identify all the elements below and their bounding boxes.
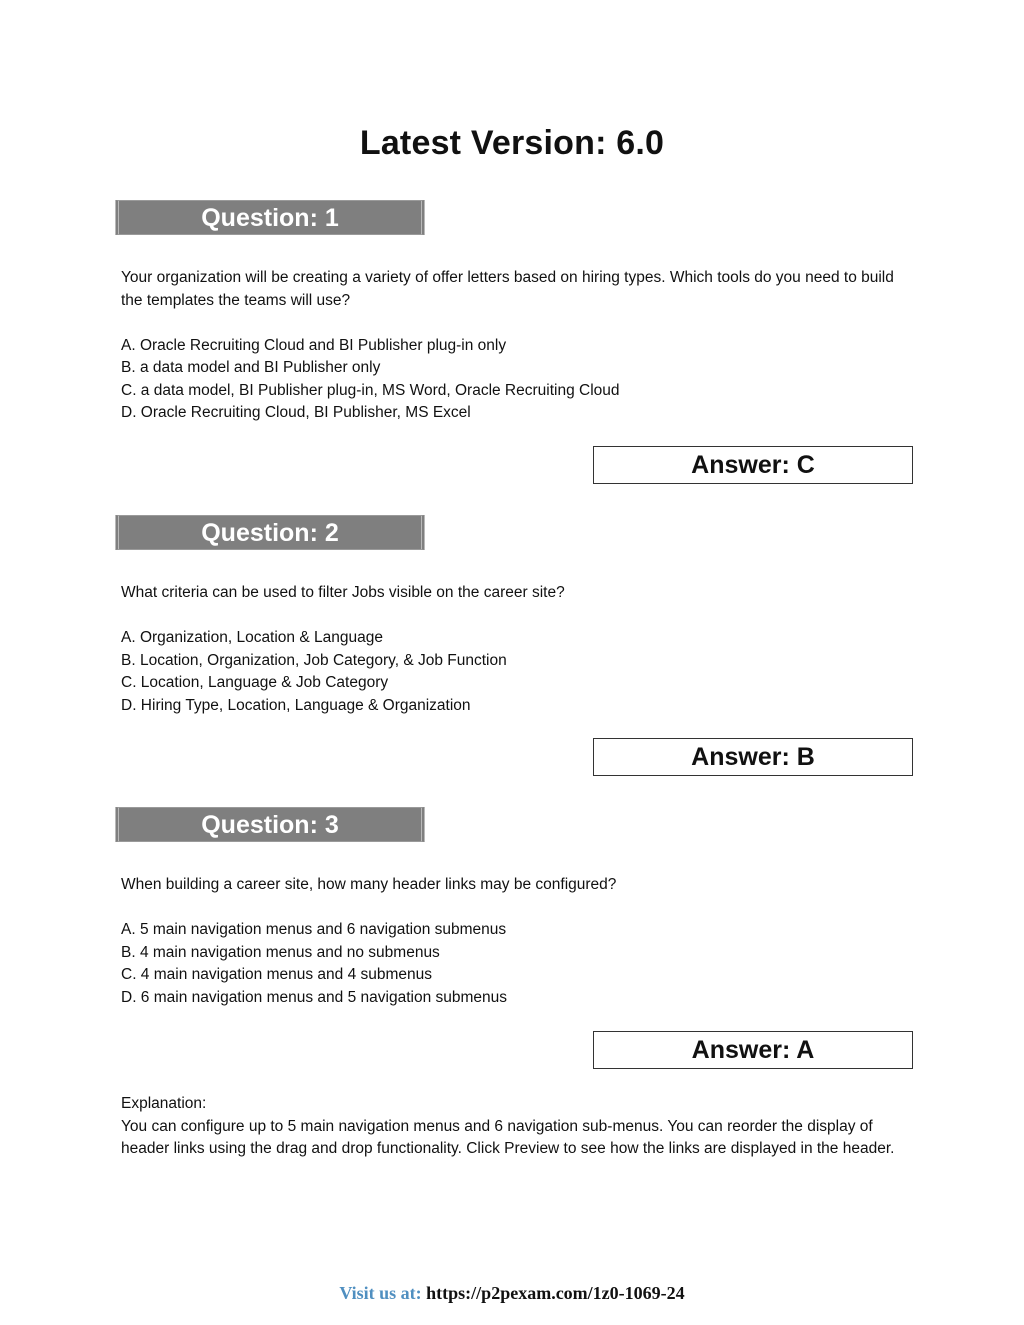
question-2-option-c: C. Location, Language & Job Category	[121, 674, 389, 691]
question-3-option-a: A. 5 main navigation menus and 6 navigation submenus	[121, 921, 507, 938]
question-2-option-d: D. Hiring Type, Location, Language & Organization	[121, 696, 471, 714]
question-1-answer-box	[593, 446, 913, 484]
question-2-body	[121, 582, 911, 717]
question-2-answer-box	[593, 738, 913, 776]
question-3-explanation	[121, 1093, 911, 1161]
question-3-option-d: D. 6 main navigation menus and 5 navigation submenus	[121, 988, 508, 1006]
question-1-header	[115, 200, 425, 235]
question-3-answer: Answer: A	[691, 1036, 815, 1064]
question-3-option-b: B. 4 main navigation menus and no submenus	[121, 943, 440, 961]
question-2-header	[115, 515, 425, 550]
question-2-answer: Answer: B	[691, 743, 815, 771]
question-2-option-b: B. Location, Organization, Job Category, & Job Function	[121, 651, 507, 669]
question-1-header-label: Question: 1	[201, 204, 339, 232]
question-2-option-a: A. Organization, Location & Language	[121, 629, 383, 646]
question-2-stem: What criteria can be used to filter Jobs visible on the career site?	[121, 584, 565, 601]
footer-url-link[interactable]: https://p2pexam.com/1z0-1069-24	[426, 1283, 685, 1303]
question-1-option-b: B. a data model and BI Publisher only	[121, 359, 381, 376]
question-3-stem: When building a career site, how many header links may be configured?	[121, 876, 617, 893]
page-title: Latest Version: 6.0	[359, 124, 665, 162]
question-3-answer-box	[593, 1031, 913, 1069]
footer	[0, 1283, 1024, 1304]
question-1-option-d: D. Oracle Recruiting Cloud, BI Publisher, MS Excel	[121, 404, 471, 421]
question-1-option-c: C. a data model, BI Publisher plug-in, MS Word, Oracle Recruiting Cloud	[121, 381, 620, 399]
question-1-body	[121, 267, 911, 425]
question-2-header-label: Question: 2	[201, 519, 339, 547]
explanation-text: You can configure up to 5 main navigation menus and 6 navigation sub-menus. You can reorder the display of header links using the drag and drop functionality. Click Preview to see how the links are displayed in the header.	[121, 1117, 895, 1157]
explanation-label: Explanation:	[121, 1095, 207, 1112]
question-3-option-c: C. 4 main navigation menus and 4 submenus	[121, 966, 433, 983]
footer-visit-label: Visit us at:	[339, 1283, 422, 1303]
question-1-option-a: A. Oracle Recruiting Cloud and BI Publisher plug-in only	[121, 336, 507, 354]
question-1-answer: Answer: C	[691, 451, 815, 479]
question-3-body	[121, 874, 911, 1009]
question-3-header-label: Question: 3	[201, 811, 339, 839]
question-1-stem: Your organization will be creating a variety of offer letters based on hiring types. Which tools do you need to build the templates the teams will use?	[121, 269, 894, 309]
question-3-header	[115, 807, 425, 842]
